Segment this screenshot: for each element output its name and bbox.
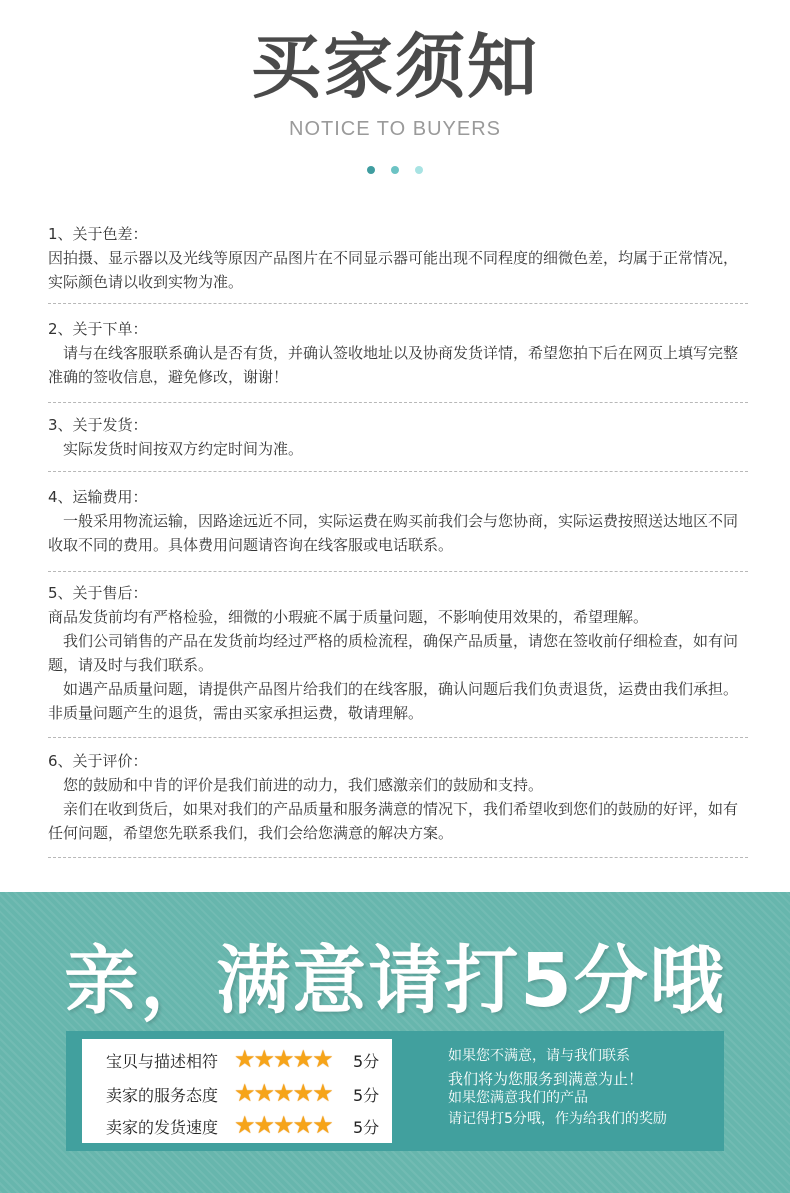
notice-section-reviews <box>48 749 748 845</box>
notice-section-ordering <box>48 317 748 389</box>
rating-score: 5分 <box>353 1118 380 1137</box>
rating-score: 5分 <box>353 1086 380 1105</box>
decorative-dots <box>0 166 790 174</box>
notice-section-color-difference <box>48 222 748 294</box>
ratings-box <box>82 1039 392 1143</box>
notice-section-freight <box>48 485 748 557</box>
page-subtitle: NOTICE TO BUYERS <box>289 118 501 140</box>
section-text: 您的鼓励和中肯的评价是我们前进的动力，我们感激亲们的鼓励和支持。 <box>63 776 544 794</box>
section-text: 我们公司销售的产品在发货前均经过严格的质检流程，确保产品质量，请您在签收前仔细检查，如有问题，请及时与我们联系。 <box>48 632 739 674</box>
rating-score: 5分 <box>353 1052 380 1071</box>
divider <box>48 303 748 304</box>
section-text: 请与在线客服联系确认是否有货，并确认签收地址以及协商发货详情，希望您拍下后在网页上填写完整准确的签收信息，避免修改，谢谢！ <box>48 344 739 386</box>
section-heading: 1、关于色差： <box>48 225 148 243</box>
divider <box>48 402 748 403</box>
note-line: 如果您满意我们的产品 <box>448 1090 588 1106</box>
note-line: 请记得打5分哦，作为给我们的奖励 <box>448 1111 667 1127</box>
divider <box>48 737 748 738</box>
dot-icon <box>415 166 423 174</box>
star-icon: ★★★★★ <box>234 1111 332 1139</box>
section-heading: 3、关于发货： <box>48 416 148 434</box>
divider <box>48 571 748 572</box>
star-icon: ★★★★★ <box>234 1079 332 1107</box>
section-heading: 2、关于下单： <box>48 320 148 338</box>
notice-section-shipping <box>48 413 748 461</box>
section-text: 一般采用物流运输，因路途远近不同，实际运费在购买前我们会与您协商，实际运费按照送达地区不同收取不同的费用。具体费用问题请咨询在线客服或电话联系。 <box>48 512 739 554</box>
notice-section-after-sales <box>48 581 748 725</box>
star-icon: ★★★★★ <box>234 1045 332 1073</box>
banner-slogan: 亲，满意请打5分哦 <box>64 938 726 1024</box>
section-heading: 4、运输费用： <box>48 488 148 506</box>
page-title: 买家须知 <box>251 26 539 108</box>
dot-icon <box>391 166 399 174</box>
section-text: 如遇产品质量问题，请提供产品图片给我们的在线客服，确认问题后我们负责退货，运费由我们承担。非质量问题产生的退货，需由买家承担运费，敬请理解。 <box>48 680 739 722</box>
section-heading: 6、关于评价： <box>48 752 148 770</box>
dot-icon <box>367 166 375 174</box>
divider <box>48 857 748 858</box>
section-text: 因拍摄、显示器以及光线等原因产品图片在不同显示器可能出现不同程度的细微色差，均属于正常情况，实际颜色请以收到实物为准。 <box>48 249 739 291</box>
rating-row-description <box>82 1045 392 1075</box>
rating-row-service <box>82 1079 392 1109</box>
rating-label: 宝贝与描述相符 <box>106 1052 219 1071</box>
rating-label: 卖家的服务态度 <box>106 1086 219 1105</box>
note-line: 我们将为您服务到满意为止！ <box>448 1070 644 1088</box>
divider <box>48 471 748 472</box>
rating-label: 卖家的发货速度 <box>106 1118 219 1137</box>
note-line: 如果您不满意，请与我们联系 <box>448 1048 630 1064</box>
section-heading: 5、关于售后： <box>48 584 148 602</box>
section-text: 商品发货前均有严格检验，细微的小瑕疵不属于质量问题，不影响使用效果的，希望理解。 <box>48 608 649 626</box>
section-text: 实际发货时间按双方约定时间为准。 <box>63 440 304 458</box>
section-text: 亲们在收到货后，如果对我们的产品质量和服务满意的情况下，我们希望收到您们的鼓励的好评，如有任何问题，希望您先联系我们，我们会给您满意的解决方案。 <box>48 800 739 842</box>
rating-row-delivery <box>82 1111 392 1141</box>
